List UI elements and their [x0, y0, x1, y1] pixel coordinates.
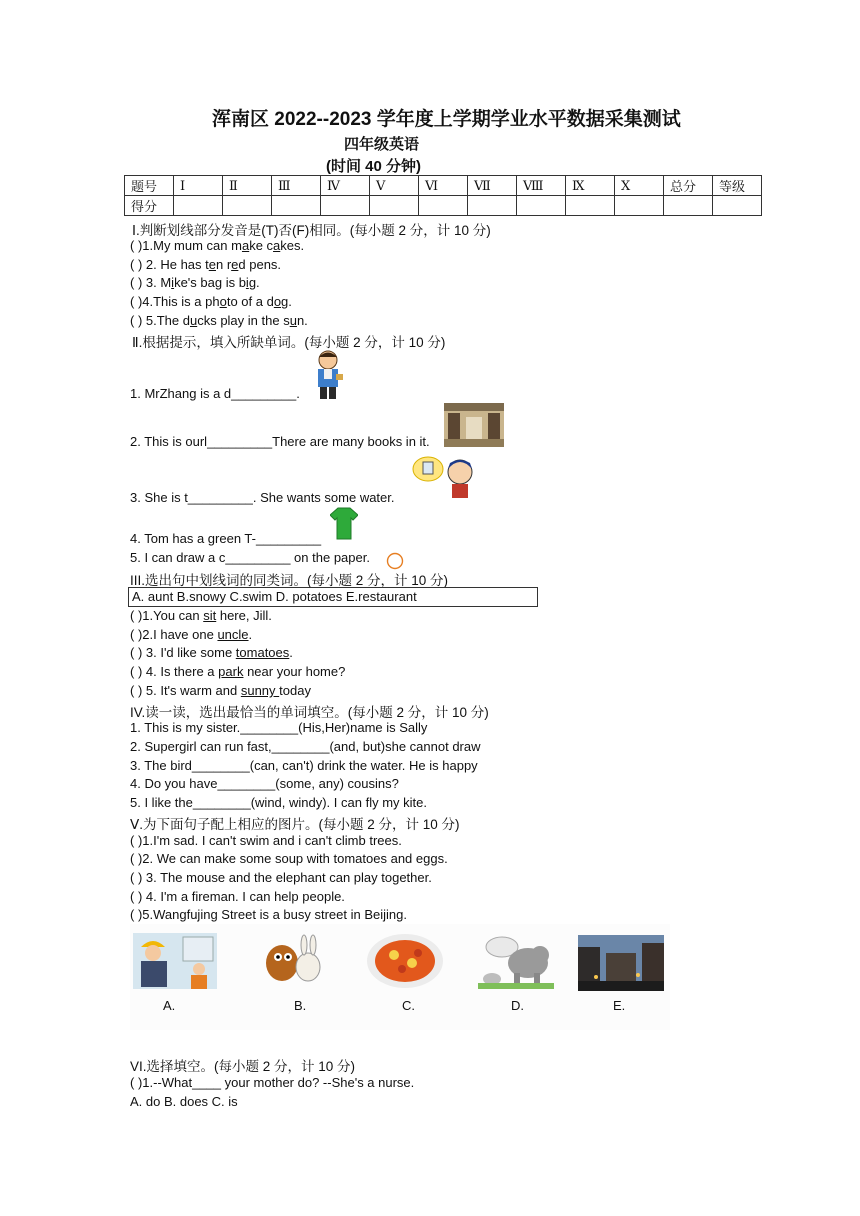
score-cell[interactable] [664, 196, 713, 216]
question-line: ( )2. We can make some soup with tomatoes and eggs. [130, 851, 448, 866]
table-cell: 等级 [713, 176, 762, 196]
table-cell: Ⅷ [517, 176, 566, 196]
table-cell: 得分 [125, 196, 174, 216]
time-limit: (时间 40 分钟) [326, 158, 422, 175]
question-line: 4. Tom has a green T-_________ [130, 531, 322, 546]
score-cell[interactable] [419, 196, 468, 216]
question-line: ( ) 3. Mike's bag is big. [130, 275, 260, 290]
circle-picture [386, 552, 404, 570]
word-choices: A. aunt B.snowy C.swim D. potatoes E.restaurant [132, 589, 417, 604]
question-line: ( )1.--What____ your mother do? --She's a nurse. [130, 1075, 415, 1090]
question-line: 5. I like the________(wind, windy). I can fly my kite. [130, 795, 427, 810]
picture-label-a: A. [163, 998, 176, 1013]
question-line: ( )4.This is a photo of a dog. [130, 294, 292, 309]
section-1-heading: Ⅰ.判断划线部分发音是(T)否(F)相同。(每小题 2 分，计 10 分) [132, 223, 491, 238]
section-2-heading: Ⅱ.根据提示，填入所缺单词。(每小题 2 分，计 10 分) [132, 335, 446, 350]
grade-subject: 四年级英语 [344, 136, 420, 153]
picture-label-b: B. [294, 998, 307, 1013]
table-cell: Ⅹ [615, 176, 664, 196]
mouse-elephant-picture [478, 933, 554, 989]
score-cell[interactable] [517, 196, 566, 216]
question-line: ( ) 5.The ducks play in the sun. [130, 313, 308, 328]
score-cell[interactable] [713, 196, 762, 216]
fireman-picture [133, 933, 217, 989]
score-cell[interactable] [223, 196, 272, 216]
table-cell: Ⅶ [468, 176, 517, 196]
thirsty-girl-picture [412, 455, 478, 499]
score-cell[interactable] [615, 196, 664, 216]
question-line: 4. Do you have________(some, any) cousins? [130, 776, 399, 791]
section-6-heading: VI.选择填空。(每小题 2 分，计 10 分) [130, 1059, 356, 1074]
question-line: ( ) 3. The mouse and the elephant can play together. [130, 870, 432, 885]
bird-rabbit-picture [258, 933, 328, 989]
table-cell: 题号 [125, 176, 174, 196]
table-cell: Ⅳ [321, 176, 370, 196]
question-line: ( )1.My mum can make cakes. [130, 238, 305, 253]
question-line: ( )1.I'm sad. I can't swim and i can't climb trees. [130, 833, 402, 848]
question-line: 2. Supergirl can run fast,________(and, but)she cannot draw [130, 739, 481, 754]
busy-street-picture [578, 935, 664, 991]
teacher-picture [308, 348, 348, 400]
tomato-egg-soup-picture [366, 933, 444, 989]
table-cell: Ⅵ [419, 176, 468, 196]
picture-label-c: C. [402, 998, 415, 1013]
exam-title: 浑南区 2022--2023 学年度上学期学业水平数据采集测试 [212, 109, 681, 130]
score-table-header-row [125, 176, 762, 196]
question-line: 2. This is ourl_________There are many books in it. [130, 434, 430, 449]
section-5-heading: Ⅴ.为下面句子配上相应的图片。(每小题 2 分，计 10 分) [130, 817, 460, 832]
score-cell[interactable] [468, 196, 517, 216]
question-line: 3. She is t_________. She wants some water. [130, 490, 395, 505]
question-line: ( ) 5. It's warm and sunny today [130, 683, 311, 698]
green-tshirt-picture [330, 506, 358, 540]
picture-label-d: D. [511, 998, 524, 1013]
table-cell: Ⅱ [223, 176, 272, 196]
word-choice-box [128, 587, 538, 607]
table-cell: Ⅸ [566, 176, 615, 196]
question-line: ( )2.I have one uncle. [130, 627, 253, 642]
question-line: 1. This is my sister.________(His,Her)name is Sally [130, 720, 428, 735]
table-cell: Ⅲ [272, 176, 321, 196]
question-line: ( ) 3. I'd like some tomatoes. [130, 645, 293, 660]
question-line: ( )5.Wangfujing Street is a busy street in Beijing. [130, 907, 407, 922]
question-line: 3. The bird________(can, can't) drink the water. He is happy [130, 758, 478, 773]
section-4-heading: IV.读一读，选出最恰当的单词填空。(每小题 2 分，计 10 分) [130, 705, 489, 720]
question-line: ( ) 2. He has ten red pens. [130, 257, 282, 272]
question-line: ( )1.You can sit here, Jill. [130, 608, 272, 623]
score-cell[interactable] [272, 196, 321, 216]
library-picture [444, 403, 504, 447]
question-line: 1. MrZhang is a d_________. [130, 386, 300, 401]
score-table [124, 175, 762, 216]
score-cell[interactable] [321, 196, 370, 216]
section-3-heading: III.选出句中划线词的同类词。(每小题 2 分，计 10 分) [130, 573, 449, 588]
score-cell[interactable] [174, 196, 223, 216]
question-line: ( ) 4. I'm a fireman. I can help people. [130, 889, 345, 904]
table-cell: 总分 [664, 176, 713, 196]
question-line: ( ) 4. Is there a park near your home? [130, 664, 346, 679]
question-line: 5. I can draw a c_________ on the paper. [130, 550, 370, 565]
picture-label-e: E. [613, 998, 626, 1013]
table-cell: Ⅰ [174, 176, 223, 196]
score-table-score-row [125, 196, 762, 216]
score-cell[interactable] [566, 196, 615, 216]
score-cell[interactable] [370, 196, 419, 216]
table-cell: Ⅴ [370, 176, 419, 196]
answer-options: A. do B. does C. is [130, 1094, 238, 1109]
